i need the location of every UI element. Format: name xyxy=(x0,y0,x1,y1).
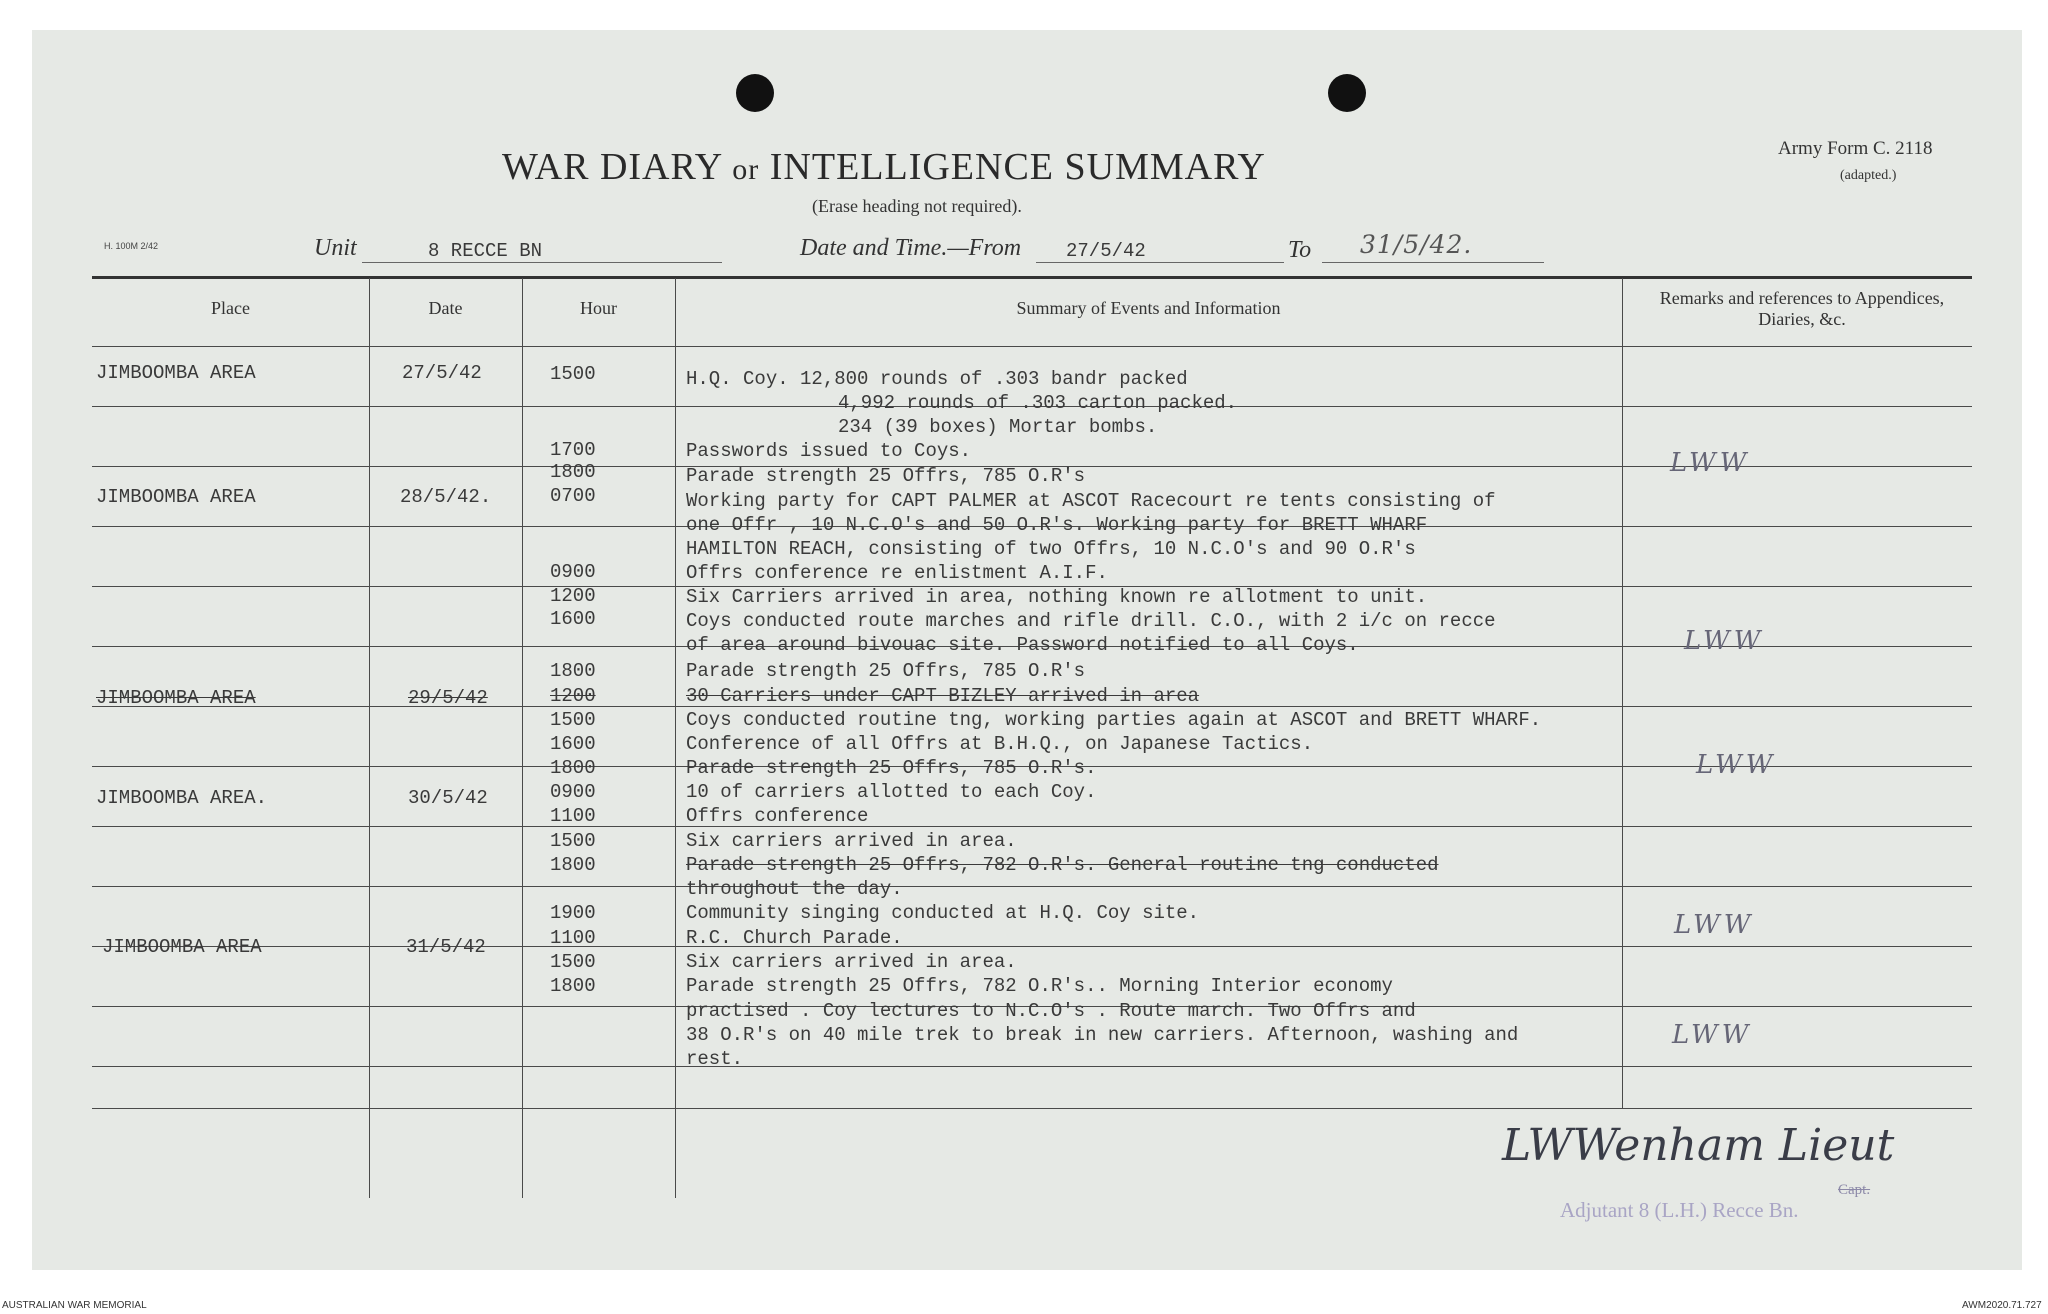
col-divider-2 xyxy=(522,278,523,1198)
hour-entry: 1600 xyxy=(550,733,596,755)
summary-line: Community singing conducted at H.Q. Coy site. xyxy=(686,902,1200,924)
summary-line: Six carriers arrived in area. xyxy=(686,951,1017,973)
hour-entry: 1200 xyxy=(550,585,596,607)
place-entry: JIMBOOMBA AREA. xyxy=(96,787,268,809)
col-header-date: Date xyxy=(428,298,463,318)
hour-entry: 1500 xyxy=(550,363,596,385)
date-to-value: 31/5/42. xyxy=(1360,230,1473,259)
remarks-initials: LWW xyxy=(1684,626,1765,656)
date-from-value: 27/5/42 xyxy=(1066,240,1146,262)
hour-entry: 1500 xyxy=(550,951,596,973)
summary-line: Coys conducted routine tng, working parties again at ASCOT and BRETT WHARF. xyxy=(686,709,1542,731)
hour-entry: 1200 xyxy=(550,685,596,707)
summary-line: H.Q. Coy. 12,800 rounds of .303 bandr packed xyxy=(686,368,1188,390)
row-rule xyxy=(92,886,1972,887)
summary-line: practised . Coy lectures to N.C.O's . Route march. Two Offrs and xyxy=(686,1000,1416,1022)
place-entry: JIMBOOMBA AREA xyxy=(96,486,256,508)
punch-hole-left xyxy=(736,74,774,112)
date-to-label: To xyxy=(1288,237,1312,263)
summary-line: Coys conducted route marches and rifle drill. C.O., with 2 i/c on recce xyxy=(686,610,1496,632)
place-entry: JIMBOOMBA AREA xyxy=(96,362,256,384)
stamp-capt: Capt. xyxy=(1838,1182,1871,1198)
table-header-rule xyxy=(92,346,1972,347)
hour-entry: 1800 xyxy=(550,461,596,483)
hour-entry: 1100 xyxy=(550,927,596,949)
summary-line: 4,992 rounds of .303 carton packed. xyxy=(838,392,1238,414)
remarks-initials: LWW xyxy=(1674,910,1755,940)
summary-line: rest. xyxy=(686,1048,744,1070)
summary-line: Working party for CAPT PALMER at ASCOT Racecourt re tents consisting of xyxy=(686,490,1496,512)
table-top-rule xyxy=(92,276,1972,279)
hour-entry: 1700 xyxy=(550,439,596,461)
hour-entry: 1500 xyxy=(550,830,596,852)
row-rule xyxy=(92,1108,1972,1109)
date-entry: 29/5/42 xyxy=(408,687,488,709)
title-war-diary: WAR DIARY xyxy=(502,146,722,188)
hour-entry: 0900 xyxy=(550,561,596,583)
col-divider-4 xyxy=(1622,278,1623,1108)
army-form-number: Army Form C. 2118 xyxy=(1778,138,1933,159)
summary-line: Six carriers arrived in area. xyxy=(686,830,1017,852)
page-subtitle: (Erase heading not required). xyxy=(812,196,1022,216)
remarks-initials: LWW xyxy=(1696,750,1777,780)
summary-line: 30 Carriers under CAPT BIZLEY arrived in area xyxy=(686,685,1200,707)
summary-line: Parade strength 25 Offrs, 782 O.R's. General routine tng conducted xyxy=(686,854,1439,876)
row-rule xyxy=(92,1066,1972,1067)
col-header-place: Place xyxy=(211,298,250,318)
diary-sheet xyxy=(32,30,2022,1270)
summary-line: Parade strength 25 Offrs, 785 O.R's. xyxy=(686,757,1097,779)
hour-entry: 0900 xyxy=(550,781,596,803)
title-or: or xyxy=(732,153,760,186)
summary-line: Offrs conference re enlistment A.I.F. xyxy=(686,562,1108,584)
hour-entry: 1800 xyxy=(550,757,596,779)
unit-label: Unit xyxy=(314,235,357,261)
hour-entry: 1900 xyxy=(550,902,596,924)
hour-entry: 1500 xyxy=(550,709,596,731)
date-entry: 31/5/42 xyxy=(406,936,486,958)
col-header-remarks: Remarks and references to Appendices, Diaries, &c. xyxy=(1659,288,1945,329)
row-rule xyxy=(92,826,1972,827)
date-entry: 28/5/42. xyxy=(400,486,492,508)
date-entry: 30/5/42 xyxy=(408,787,488,809)
col-divider-3 xyxy=(675,278,676,1198)
col-divider-1 xyxy=(369,278,370,1198)
hour-entry: 1100 xyxy=(550,805,596,827)
summary-line: Parade strength 25 Offrs, 785 O.R's xyxy=(686,660,1086,682)
unit-value: 8 RECCE BN xyxy=(428,240,543,262)
summary-line: R.C. Church Parade. xyxy=(686,927,903,949)
summary-line: throughout the day. xyxy=(686,878,903,900)
print-code: H. 100M 2/42 xyxy=(104,241,159,251)
date-entry: 27/5/42 xyxy=(402,362,482,384)
hour-entry: 1600 xyxy=(550,608,596,630)
adjutant-stamp: Adjutant 8 (L.H.) Recce Bn. xyxy=(1560,1198,1799,1222)
date-to-underline xyxy=(1322,262,1544,263)
date-from-underline xyxy=(1036,262,1284,263)
remarks-initials: LWW xyxy=(1670,448,1751,478)
summary-line: of area around bivouac site. Password notified to all Coys. xyxy=(686,634,1359,656)
hour-entry: 1800 xyxy=(550,854,596,876)
summary-line: 234 (39 boxes) Mortar bombs. xyxy=(838,416,1158,438)
row-rule xyxy=(92,946,1972,947)
adapted-note: (adapted.) xyxy=(1840,168,1897,183)
hour-entry: 0700 xyxy=(550,485,596,507)
summary-line: 10 of carriers allotted to each Coy. xyxy=(686,781,1097,803)
hour-entry: 1800 xyxy=(550,660,596,682)
summary-line: one Offr , 10 N.C.O's and 50 O.R's. Working party for BRETT WHARF xyxy=(686,514,1428,536)
signature: LWWenham Lieut xyxy=(1502,1120,1895,1171)
army-form-adapted xyxy=(1840,163,1896,185)
summary-line: Six Carriers arrived in area, nothing known re allotment to unit. xyxy=(686,586,1428,608)
hour-entry: 1800 xyxy=(550,975,596,997)
page-title xyxy=(502,145,1266,189)
col-header-hour: Hour xyxy=(580,298,617,318)
col-header-summary: Summary of Events and Information xyxy=(1016,298,1281,318)
summary-line: Conference of all Offrs at B.H.Q., on Japanese Tactics. xyxy=(686,733,1314,755)
place-entry: JIMBOOMBA AREA xyxy=(102,936,262,958)
summary-line: Offrs conference xyxy=(686,805,869,827)
footer-archive-name: AUSTRALIAN WAR MEMORIAL xyxy=(2,1300,147,1311)
footer-archive-id: AWM2020.71.727 xyxy=(1962,1300,2042,1311)
date-from-label: Date and Time.—From xyxy=(800,235,1022,261)
summary-line: Parade strength 25 Offrs, 782 O.R's.. Morning Interior economy xyxy=(686,975,1393,997)
summary-line: Passwords issued to Coys. xyxy=(686,440,972,462)
place-entry: JIMBOOMBA AREA xyxy=(96,687,256,709)
remarks-initials: LWW xyxy=(1672,1020,1753,1050)
punch-hole-right xyxy=(1328,74,1366,112)
unit-underline xyxy=(362,262,722,263)
summary-line: Parade strength 25 Offrs, 785 O.R's xyxy=(686,465,1086,487)
summary-line: HAMILTON REACH, consisting of two Offrs, 10 N.C.O's and 90 O.R's xyxy=(686,538,1416,560)
title-intelligence-summary: INTELLIGENCE SUMMARY xyxy=(769,146,1266,188)
summary-line: 38 O.R's on 40 mile trek to break in new carriers. Afternoon, washing and xyxy=(686,1024,1519,1046)
